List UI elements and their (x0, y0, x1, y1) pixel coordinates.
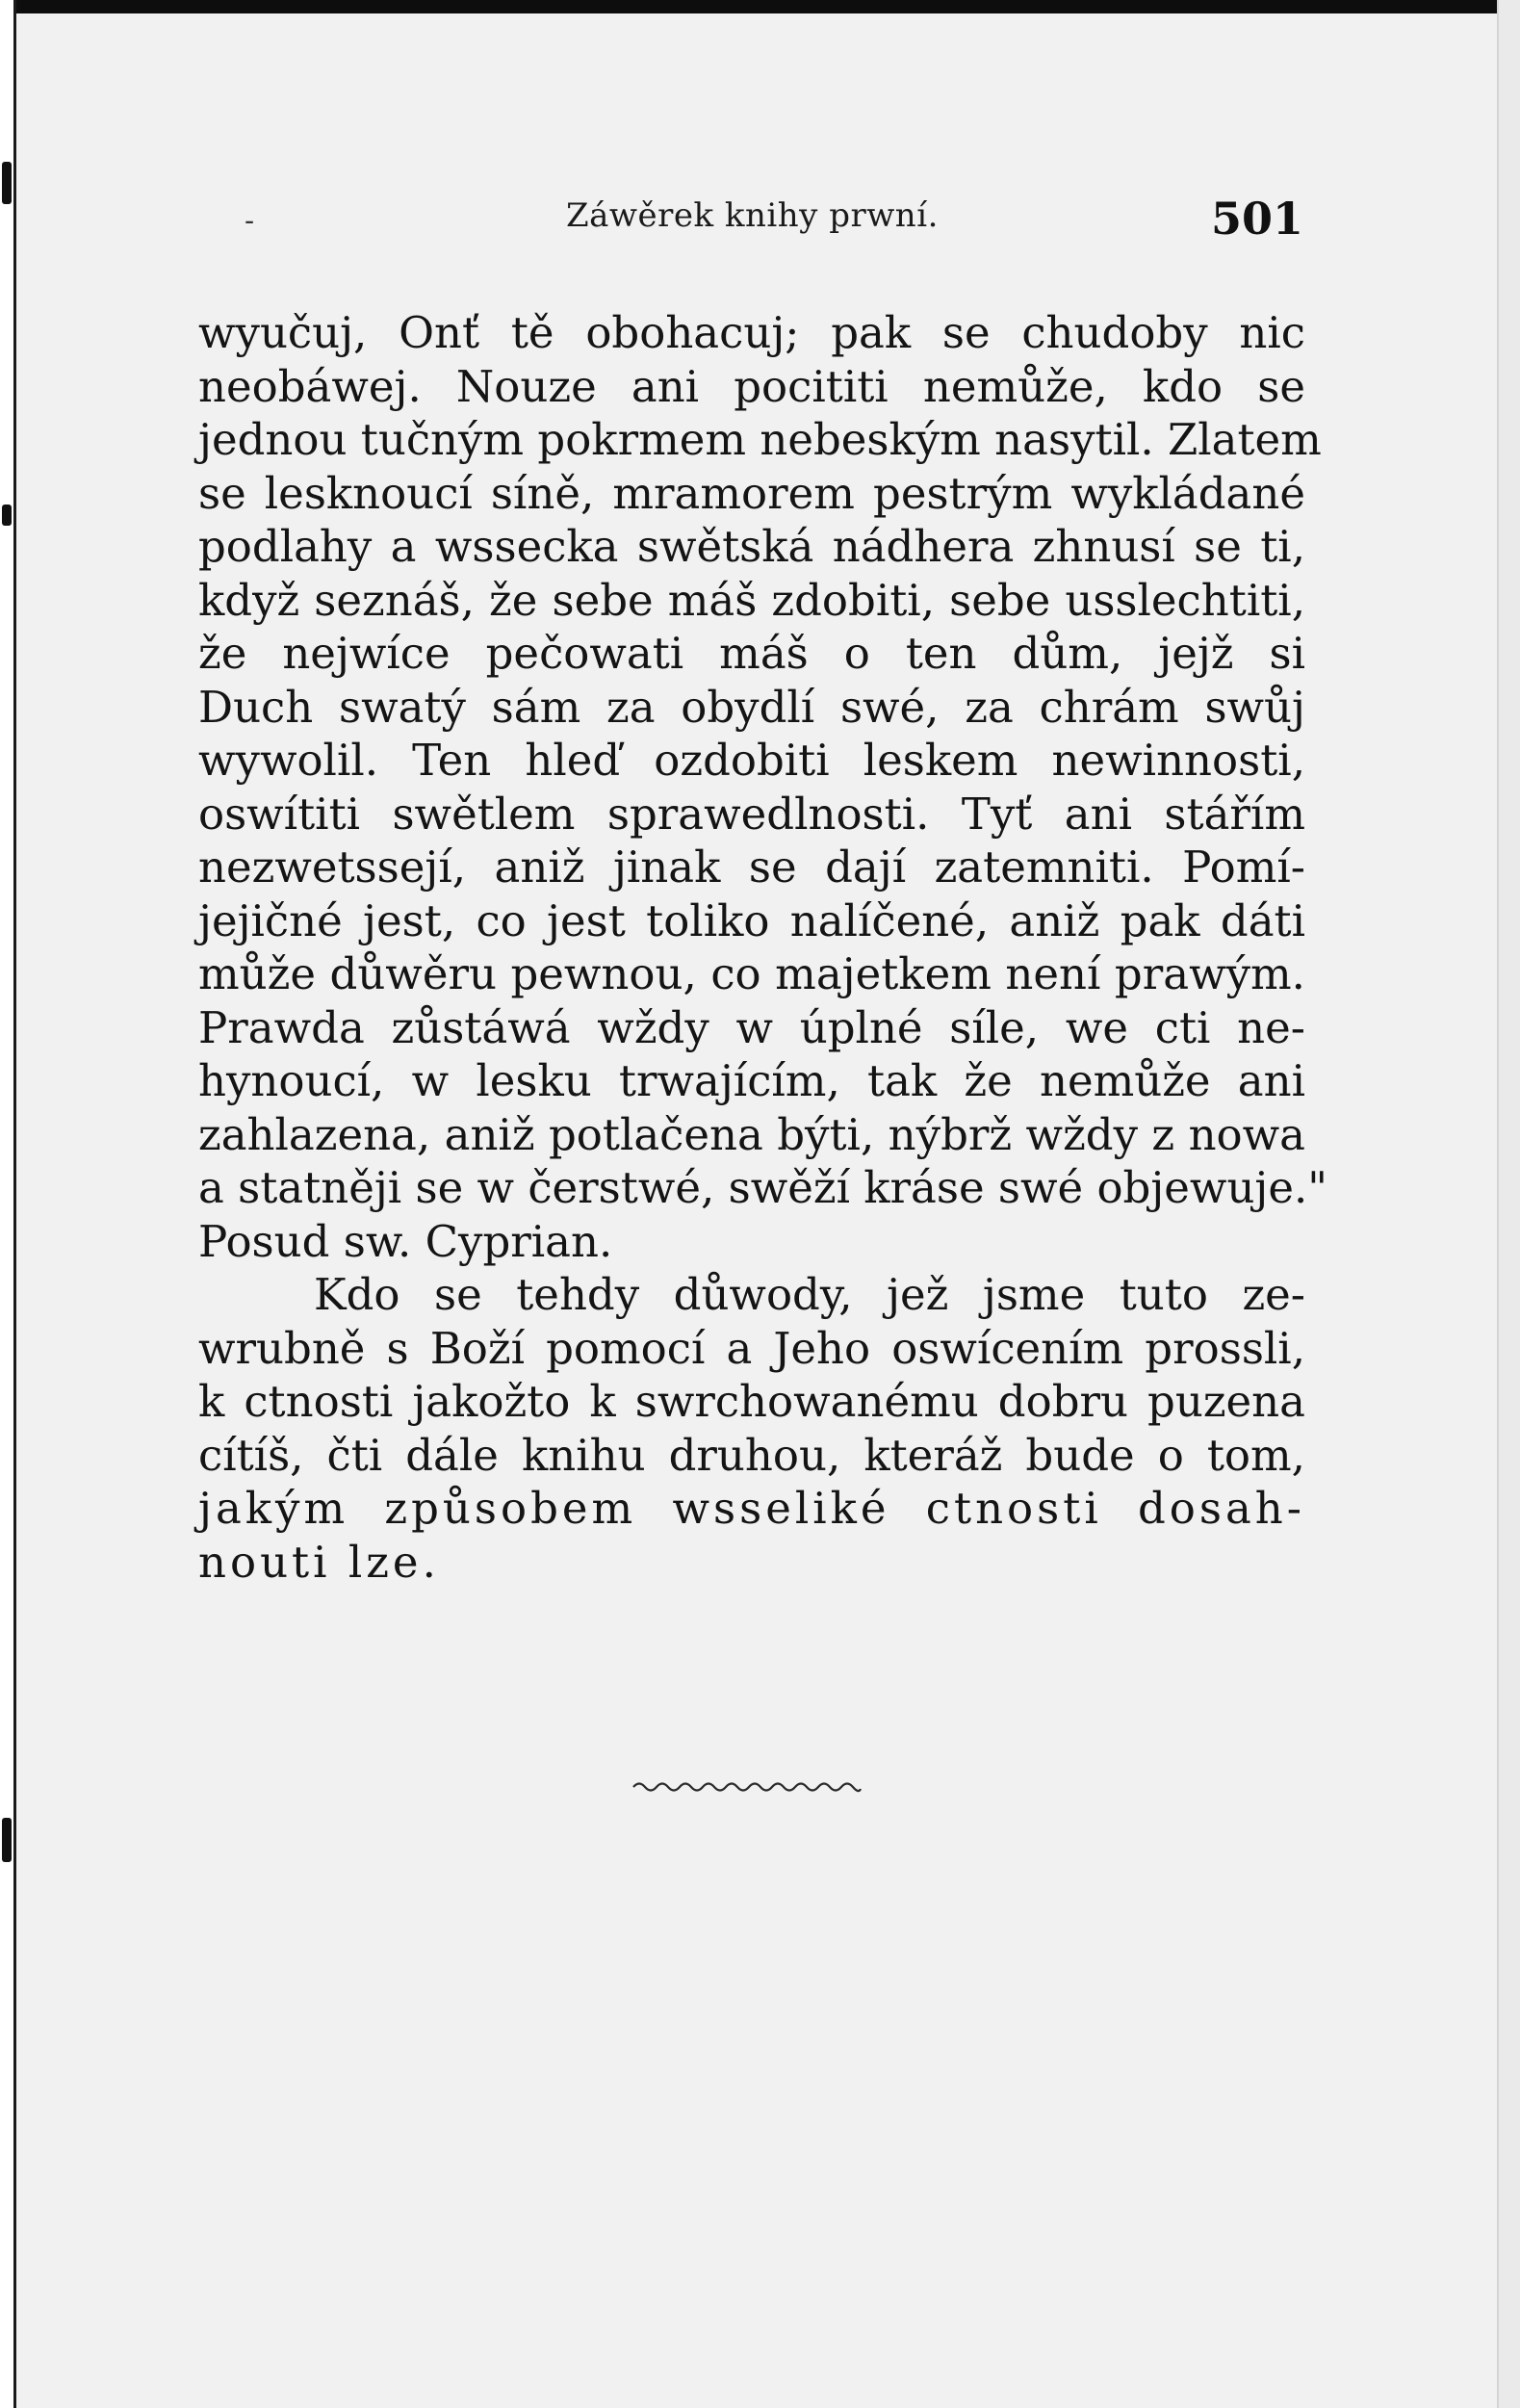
ornament-rule (631, 1777, 863, 1797)
running-head: Záwěrek knihy prwní. (566, 196, 939, 235)
text-line: že nejwíce pečowati máš o ten dům, jejž si (198, 628, 1305, 679)
edge-mark (2, 1818, 12, 1862)
page-number: 501 (1211, 193, 1304, 245)
text-line: oswítiti swětlem sprawedlnosti. Tyť ani stářím (198, 788, 1305, 840)
scan-left-edge (0, 0, 16, 2408)
text-line: Prawda zůstáwá wždy w úplné síle, we cti ne- (198, 1001, 1305, 1053)
text-line: hynoucí, w lesku trwajícím, tak že nemůže ani (198, 1055, 1305, 1106)
text-line: nouti lze. (198, 1536, 440, 1588)
text-line: může důwěru pewnou, co majetkem není prawým. (198, 948, 1305, 999)
paragraph (198, 306, 1328, 1268)
text-line: neobáwej. Nouze ani pocititi nemůže, kdo se (198, 360, 1305, 412)
paragraph (198, 1268, 1305, 1589)
text-line: jednou tučným pokrmem nebeským nasytil. Zlatem (198, 414, 1322, 465)
text-line: Kdo se tehdy důwody, jež jsme tuto ze- (314, 1269, 1305, 1320)
text-line: wyučuj, Onť tě obohacuj; pak se chudoby nic (198, 307, 1305, 358)
text-line: když seznáš, že sebe máš zdobiti, sebe usslechtiti, (198, 574, 1305, 626)
text-line: Posud sw. Cyprian. (198, 1215, 613, 1267)
text-line: a statněji se w čerstwé, swěží kráse swé objewuje." (198, 1162, 1328, 1213)
text-line: jejičné jest, co jest toliko nalíčené, aniž pak dáti (198, 894, 1305, 946)
scan-right-edge (1497, 0, 1520, 2408)
text-line: zahlazena, aniž potlačena býti, nýbrž wždy z nowa (198, 1108, 1305, 1160)
text-line: k ctnosti jakožto k swrchowanému dobru puzena (198, 1376, 1305, 1427)
text-line: wrubně s Boží pomocí a Jeho oswícením prossli, (198, 1322, 1305, 1374)
edge-mark (2, 505, 12, 526)
scan-top-border (0, 0, 1520, 13)
text-line: se lesknoucí síně, mramorem pestrým wykládané (198, 467, 1305, 519)
margin-mark: - (245, 204, 255, 238)
text-line: podlahy a wsseckа swětská nádhera zhnusí se ti, (198, 521, 1305, 572)
text-line: wywolil. Ten hleď ozdobiti leskem newinnosti, (198, 735, 1305, 786)
text-line: nezwetssejí, aniž jinak se dají zatemniti. Pomí- (198, 842, 1305, 893)
text-line: jakým způsobem wsseliké ctnosti dosah- (198, 1483, 1305, 1534)
text-line: cítíš, čti dále knihu druhou, kteráž bude o tom, (198, 1429, 1305, 1481)
edge-mark (2, 162, 12, 204)
body-text (198, 306, 1328, 1589)
text-line: Duch swatý sám za obydlí swé, za chrám swůj (198, 681, 1305, 733)
